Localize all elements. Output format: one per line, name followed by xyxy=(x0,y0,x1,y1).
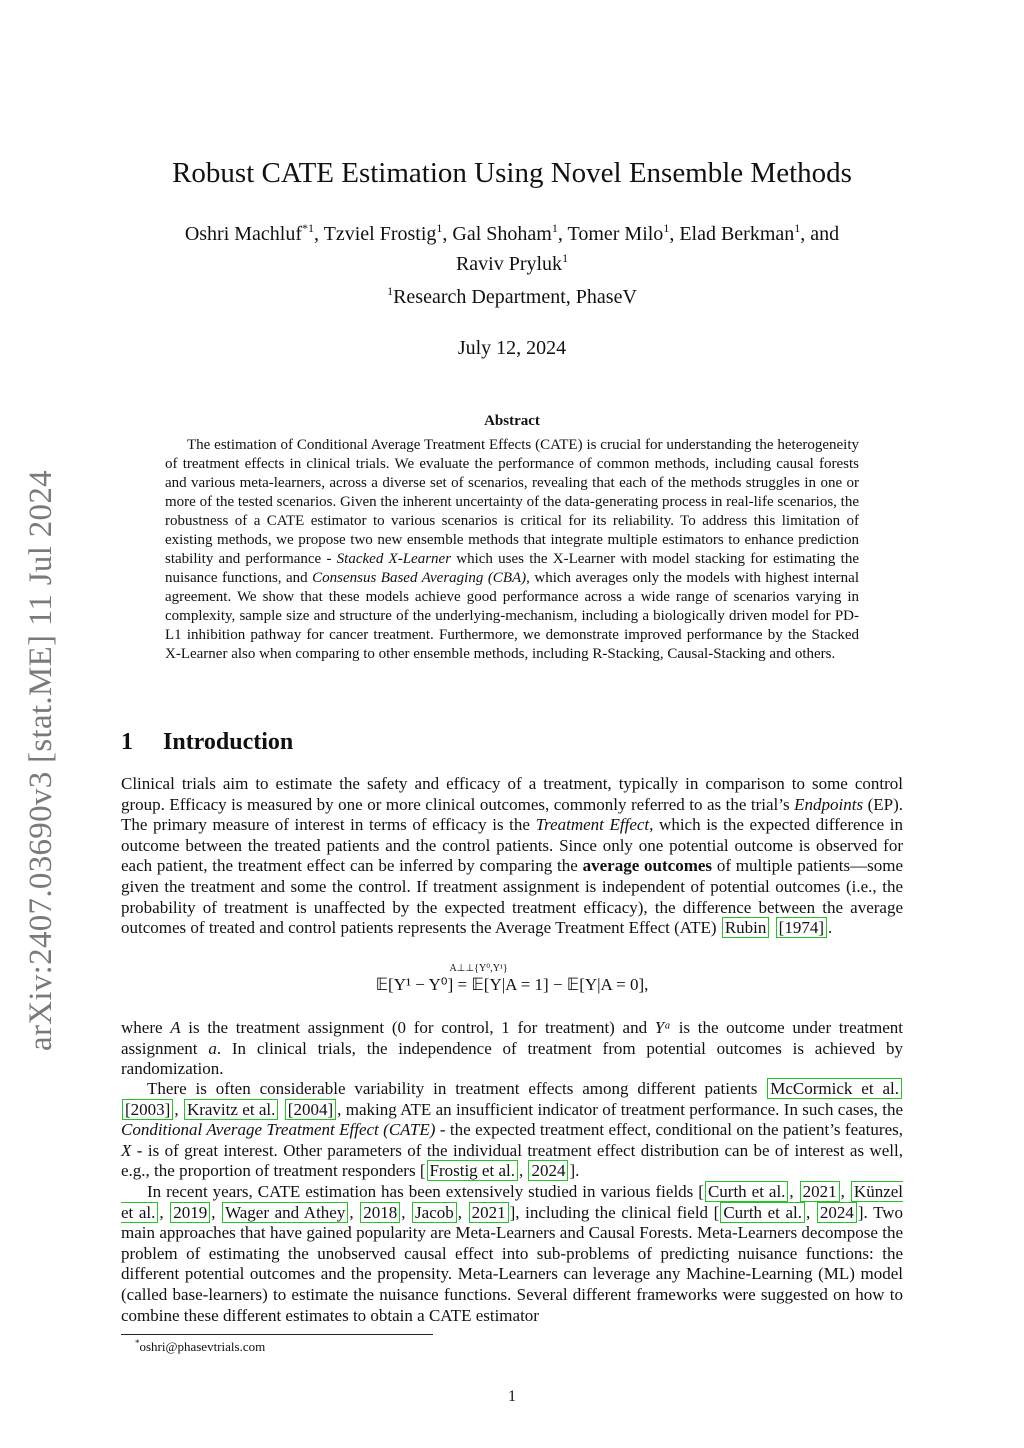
paper-title: Robust CATE Estimation Using Novel Ensemble Methods xyxy=(172,157,852,189)
citation-link[interactable]: [1974] xyxy=(776,917,827,938)
paragraph-intro-4: In recent years, CATE estimation has been extensively studied in various fields [ Curth et al. , 2021 , Künzel et al. , 2019 , Wager and Athey , 2018 , Jacob , 2021 ], including the clinical field [ Curth et al. , 2024 ]. Two main approaches that have gained popularity are Meta-Learners and Causal Forests. Meta-Learners decompose the problem of estimating the unobserved causal effect into sub-problems of predicting nuisance functions: the different potential outcomes and the propensity. Meta-Learners can leverage any Machine-Learning (ML) model (called base-learners) to estimate the nuisance functions. Several different frameworks were suggested on how to combine these different estimates to obtain a CATE estimator xyxy=(121,1182,904,1325)
citation-link[interactable]: 2021 xyxy=(469,1202,509,1223)
author-mark: 1 xyxy=(551,221,558,235)
author-mark: 1 xyxy=(562,251,569,265)
citation-link[interactable]: [2003] xyxy=(122,1099,173,1120)
affiliation: $^1$Research Department, PhaseV xyxy=(387,284,637,308)
section-heading xyxy=(121,729,293,756)
citation-link[interactable]: Künzel et al. xyxy=(121,1182,904,1222)
citation-link[interactable]: [2004] xyxy=(285,1099,336,1120)
author-name: Oshri Machluf xyxy=(184,223,303,245)
citation-link[interactable]: Wager and Athey xyxy=(222,1202,348,1223)
author-name: Raviv Pryluk xyxy=(455,253,563,275)
page-number: 1 xyxy=(508,1388,516,1405)
footnote-rule xyxy=(121,1334,433,1335)
affiliation-mark: 1 xyxy=(387,284,394,298)
citation-link[interactable]: McCormick et al. xyxy=(767,1078,902,1099)
abstract-heading: Abstract xyxy=(484,413,540,429)
paragraph-intro-3: There is often considerable variability in treatment effects among different patients McCormick et al. [2003] , Kravitz et al. [2004] , making ATE an insufficient indicator of treatment performance. In such cases, the Conditional Average Treatment Effect (CATE) - the expected treatment effect, conditional on the patient’s features, X - is of great interest. Other parameters of the individual treatment effect distribution can be of interest as well, e.g., the proportion of treatment responders [ Frostig et al. , 2024 ]. xyxy=(121,1079,904,1181)
citation-link[interactable]: Kravitz et al. xyxy=(184,1099,278,1120)
author-name: Elad Berkman xyxy=(679,223,795,245)
citation-link[interactable]: 2024 xyxy=(817,1202,857,1223)
method-name: Stacked X-Learner xyxy=(336,551,452,567)
author-name: Tomer Milo xyxy=(567,223,664,245)
paragraph-intro-1: Clinical trials aim to estimate the safety and efficacy of a treatment, typically in comparison to some control group. Efficacy is measured by one or more clinical outcomes, commonly referred to as the trial’s Endpoints (EP). The primary measure of interest in terms of efficacy is the Treatment Effect, which is the expected difference in outcome between the treated patients and the control patients. Since only one potential outcome is observed for each patient, the treatment effect can be inferred by comparing the average outcomes of multiple patients—some given the treatment and some the control. If treatment assignment is independent of potential outcomes (i.e., the probability of treatment is unaffected by the expected treatment efficacy), the difference between the average outcomes of treated and control patients represents the Average Treatment Effect (ATE) Rubin [1974] . xyxy=(121,774,903,938)
citation-link[interactable]: Curth et al. xyxy=(705,1181,788,1202)
citation-link[interactable]: Frostig et al. xyxy=(427,1160,518,1181)
abstract-body: The estimation of Conditional Average Treatment Effects (CATE) is crucial for understanding the heterogeneity of treatment effects in clinical trials. We evaluate the performance of common methods, including causal forests and various meta-learners, across a diverse set of scenarios, revealing that each of the methods struggles in one or more of the tested scenarios. Given the inherent uncertainty of the data-generating process in real-life scenarios, the robustness of a CATE estimator to various scenarios is critical for its reliability. To address this limitation of existing methods, we propose two new ensemble methods that integrate multiple estimators to enhance prediction stability and performance - Stacked X-Learner which uses the X-Learner with model stacking for estimating the nuisance functions, and Consensus Based Averaging (CBA), which averages only the models with highest internal agreement. We show that these models achieve good performance across a wide range of scenarios varying in complexity, sample size and structure of the underlying-mechanism, including a biologically driven model for PD-L1 inhibition pathway for cancer treatment. Furthermore, we demonstrate improved performance by the Stacked X-Learner also when comparing to other ensemble methods, including R-Stacking, Causal-Stacking and others. xyxy=(165,437,859,662)
citation-link[interactable]: Curth et al. xyxy=(720,1202,805,1223)
ate-equation: 𝔼[Y¹ − Y⁰] A⊥⊥{Y⁰,Y¹} = 𝔼[Y|A = 1] − 𝔼[Y|A = 0], xyxy=(375,963,649,994)
citation-link[interactable]: 2021 xyxy=(800,1181,840,1202)
author-list: Oshri Machluf$^{*1}$, Tzviel Frostig$^1$, Gal Shoham$^1$, Tomer Milo$^1$, Elad Berkman$^1$, and Raviv Pryluk$^1$ xyxy=(184,221,840,275)
arxiv-identifier: arXiv:2407.03690v3 [stat.ME] 11 Jul 2024 xyxy=(22,469,59,1051)
footnote-email[interactable]: oshri@phasevtrials.com xyxy=(139,1339,266,1354)
author-name: Tzviel Frostig xyxy=(323,223,437,245)
citation-link[interactable]: 2024 xyxy=(528,1160,568,1181)
author-mark: 1 xyxy=(794,221,801,235)
paper-date: July 12, 2024 xyxy=(457,337,567,359)
citation-link[interactable]: 2018 xyxy=(360,1202,400,1223)
footnote-mark: * xyxy=(135,1338,140,1348)
footnote xyxy=(121,1338,735,1355)
method-name: Consensus Based Averaging (CBA) xyxy=(312,570,527,586)
citation-link[interactable]: 2019 xyxy=(170,1202,210,1223)
section-title: Introduction xyxy=(163,729,294,755)
arxiv-sidebar xyxy=(18,455,64,1065)
author-mark: 1 xyxy=(436,221,443,235)
author-name: Gal Shoham xyxy=(452,223,552,245)
section-number: 1 xyxy=(121,729,133,755)
independence-relation: A⊥⊥{Y⁰,Y¹} = xyxy=(449,963,508,994)
citation-link[interactable]: Rubin xyxy=(722,917,770,938)
citation-link[interactable]: Jacob xyxy=(412,1202,457,1223)
author-mark: 1 xyxy=(663,221,670,235)
author-mark: *1 xyxy=(302,221,315,235)
paragraph-intro-2: where A is the treatment assignment (0 for control, 1 for treatment) and Yᵃ is the outcome under treatment assignment a. In clinical trials, the independence of treatment from potential outcomes is achieved by randomization. xyxy=(121,1018,903,1079)
